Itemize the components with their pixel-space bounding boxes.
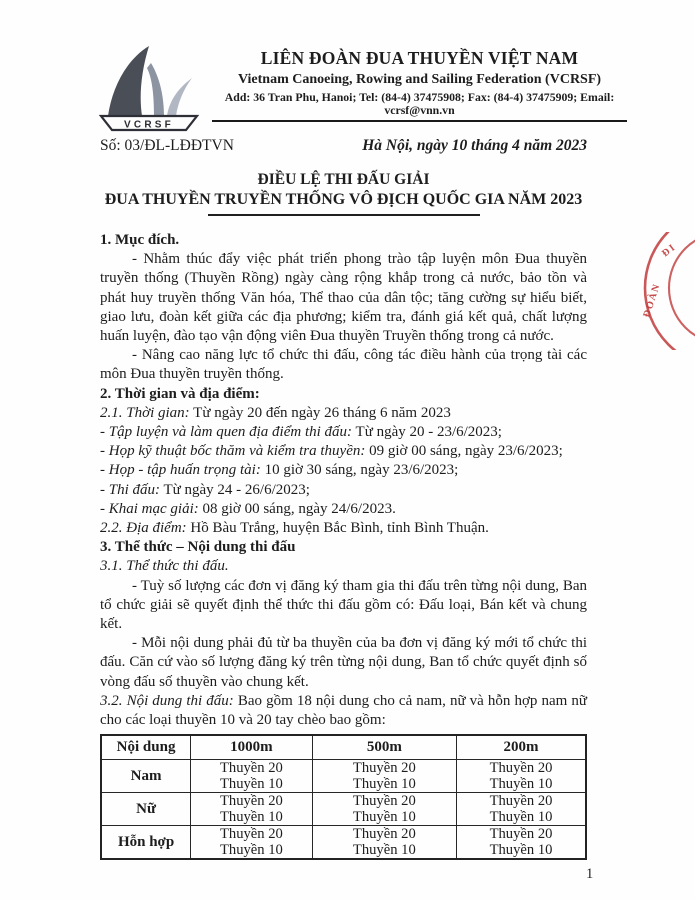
doc-number: Số: 03/ĐL-LĐĐTVN — [100, 137, 234, 154]
section-1-paragraph-1: - Nhằm thúc đẩy việc phát triển phong trào tập luyện môn Đua thuyền truyền thống (Thuyền Rồng) ngày càng rộng khắp trong cả nước, bảo tồn và phát huy truyền thống Văn hóa, Thể thao của dân tộc; tăng cường sự hiểu biết, giao lưu, đoàn kết giữa các địa phương; kiểm tra, đánh giá kết quả, chất lượng huấn luyện, đào tạo vận động viên Đua thuyền Truyền thống trong cả nước. — [100, 251, 587, 345]
section-3-1-heading: 3.1. Thể thức thi đấu. — [100, 558, 229, 575]
cell-line: Thuyền 20 — [219, 793, 283, 810]
schedule-item-value: Từ ngày 20 - 23/6/2023; — [352, 424, 502, 441]
table-header-1000m: 1000m — [191, 735, 313, 760]
cell-line: Thuyền 20 — [489, 760, 553, 777]
table-cell — [191, 826, 313, 860]
cell-line: Thuyền 10 — [352, 776, 416, 793]
org-name: LIÊN ĐOÀN ĐUA THUYỀN VIỆT NAM — [260, 48, 579, 68]
red-stamp-fragment — [636, 232, 695, 350]
cell-line: Thuyền 10 — [219, 776, 283, 793]
table-header-200m: 200m — [457, 735, 586, 760]
cell-line: Thuyền 20 — [489, 793, 553, 810]
section-1-paragraph-2: - Nâng cao năng lực tổ chức thi đấu, công tác điều hành của trọng tài các môn Đua thuyền truyền thống. — [100, 347, 587, 383]
doc-title — [100, 170, 587, 216]
section-3-2-text: Bao gồm 18 nội dung cho cả nam, nữ và hỗn hợp nam nữ cho các loại thuyền 10 và 20 tay chèo bao gồm: — [100, 692, 587, 729]
table-row-label: Hỗn hợp — [101, 826, 191, 860]
title-underline — [208, 214, 480, 216]
section-3-1-paragraph-1: - Tuỳ số lượng các đơn vị đăng ký tham gia thi đấu trên từng nội dung, Ban tổ chức giải sẽ quyết định thể thức thi đấu gồm có: Đấu loại, Bán kết và chung kết. — [100, 577, 587, 633]
table-cell — [312, 760, 456, 793]
doc-title-line1: ĐIỀU LỆ THI ĐẤU GIẢI — [257, 171, 430, 188]
logo-middle-sail — [147, 63, 164, 116]
cell-line: Thuyền 10 — [489, 809, 553, 826]
table-cell — [457, 826, 586, 860]
doc-title-line2: ĐUA THUYỀN TRUYỀN THỐNG VÔ ĐỊCH QUỐC GIA NĂM 2023 — [104, 191, 583, 208]
federation-logo — [98, 45, 200, 133]
table-cell — [312, 826, 456, 860]
logo-right-sail — [167, 78, 192, 116]
stamp-arc-icon — [636, 232, 695, 350]
document-body — [100, 231, 587, 860]
schedule-item — [100, 423, 587, 442]
section-3-2-line — [100, 692, 587, 730]
section-2-1-label: 2.1. Thời gian: — [100, 404, 190, 421]
section-2-2-text: Hồ Bàu Trắng, huyện Bắc Bình, tỉnh Bình Thuận. — [186, 520, 489, 537]
logo-text: VCRSF — [124, 119, 174, 131]
table-row-label: Nữ — [101, 793, 191, 826]
section-2-1-text: Từ ngày 20 đến ngày 26 tháng 6 năm 2023 — [189, 404, 451, 421]
org-address: Add: 36 Tran Phu, Hanoi; Tel: (84-4) 37475908; Fax: (84-4) 37475909; Email: vcrsf@vnn.vn — [212, 91, 627, 122]
cell-line: Thuyền 20 — [219, 760, 283, 777]
stamp-text: ĐI — [660, 241, 679, 260]
schedule-item-label: - Họp - tập huấn trọng tài: — [100, 462, 261, 479]
cell-line: Thuyền 10 — [219, 842, 283, 859]
table-header-noi-dung: Nội dung — [101, 735, 191, 760]
section-3-heading: 3. Thể thức – Nội dung thi đấu — [100, 539, 296, 556]
org-name-en: Vietnam Canoeing, Rowing and Sailing Federation (VCRSF) — [237, 72, 602, 87]
section-1-heading: 1. Mục đích. — [100, 232, 180, 248]
table-row — [101, 760, 586, 793]
schedule-item-label: - Họp kỹ thuật bốc thăm và kiểm tra thuyền: — [100, 443, 366, 460]
table-row — [101, 826, 586, 860]
table-cell — [191, 793, 313, 826]
cell-line: Thuyền 10 — [219, 809, 283, 826]
sailboat-icon — [98, 45, 200, 133]
schedule-item — [100, 442, 587, 461]
events-table — [100, 734, 587, 860]
logo-large-sail — [108, 46, 149, 116]
schedule-item-value: 08 giờ 00 sáng, ngày 24/6/2023. — [198, 500, 396, 517]
section-2-heading: 2. Thời gian và địa điểm: — [100, 385, 260, 402]
cell-line: Thuyền 20 — [219, 826, 283, 843]
schedule-item-label: - Khai mạc giải: — [100, 500, 199, 517]
cell-line: Thuyền 20 — [352, 760, 416, 777]
table-header-row — [101, 735, 586, 760]
table-cell — [191, 760, 313, 793]
cell-line: Thuyền 20 — [352, 826, 416, 843]
schedule-item-label: - Thi đấu: — [100, 481, 160, 498]
date-line: Hà Nội, ngày 10 tháng 4 năm 2023 — [362, 137, 587, 154]
reference-row — [100, 137, 587, 155]
section-2-2-label: 2.2. Địa điểm: — [100, 520, 187, 537]
stamp-text: ĐOÀN — [641, 281, 663, 319]
cell-line: Thuyền 10 — [489, 842, 553, 859]
cell-line: Thuyền 10 — [352, 842, 416, 859]
cell-line: Thuyền 10 — [489, 776, 553, 793]
schedule-item-value: 09 giờ 00 sáng, ngày 23/6/2023; — [365, 443, 563, 460]
table-row-label: Nam — [101, 760, 191, 793]
section-3-1-paragraph-2: - Mỗi nội dung phải đủ từ ba thuyền của ba đơn vị đăng ký mới tổ chức thi đấu. Căn cứ vào số lượng đăng ký trên từng nội dung, Ban tổ chức quyết định số vòng đấu số thuyền vào chung kết. — [100, 635, 587, 690]
table-cell — [457, 760, 586, 793]
cell-line: Thuyền 20 — [352, 793, 416, 810]
schedule-item — [100, 481, 587, 500]
table-row — [101, 793, 586, 826]
cell-line: Thuyền 20 — [489, 826, 553, 843]
schedule-item-label: - Tập luyện và làm quen địa điểm thi đấu: — [100, 424, 353, 441]
table-header-500m: 500m — [312, 735, 456, 760]
letterhead — [212, 47, 627, 122]
schedule-item-value: 10 giờ 30 sáng, ngày 23/6/2023; — [260, 462, 459, 479]
table-cell — [312, 793, 456, 826]
schedule-item-value: Từ ngày 24 - 26/6/2023; — [160, 481, 310, 498]
section-2-2-line — [100, 519, 587, 538]
section-3-2-label: 3.2. Nội dung thi đấu: — [100, 692, 234, 709]
cell-line: Thuyền 10 — [352, 809, 416, 826]
schedule-item — [100, 461, 587, 480]
schedule-item — [100, 500, 587, 519]
section-2-1-line — [100, 404, 587, 423]
table-cell — [457, 793, 586, 826]
page-number: 1 — [586, 866, 594, 882]
